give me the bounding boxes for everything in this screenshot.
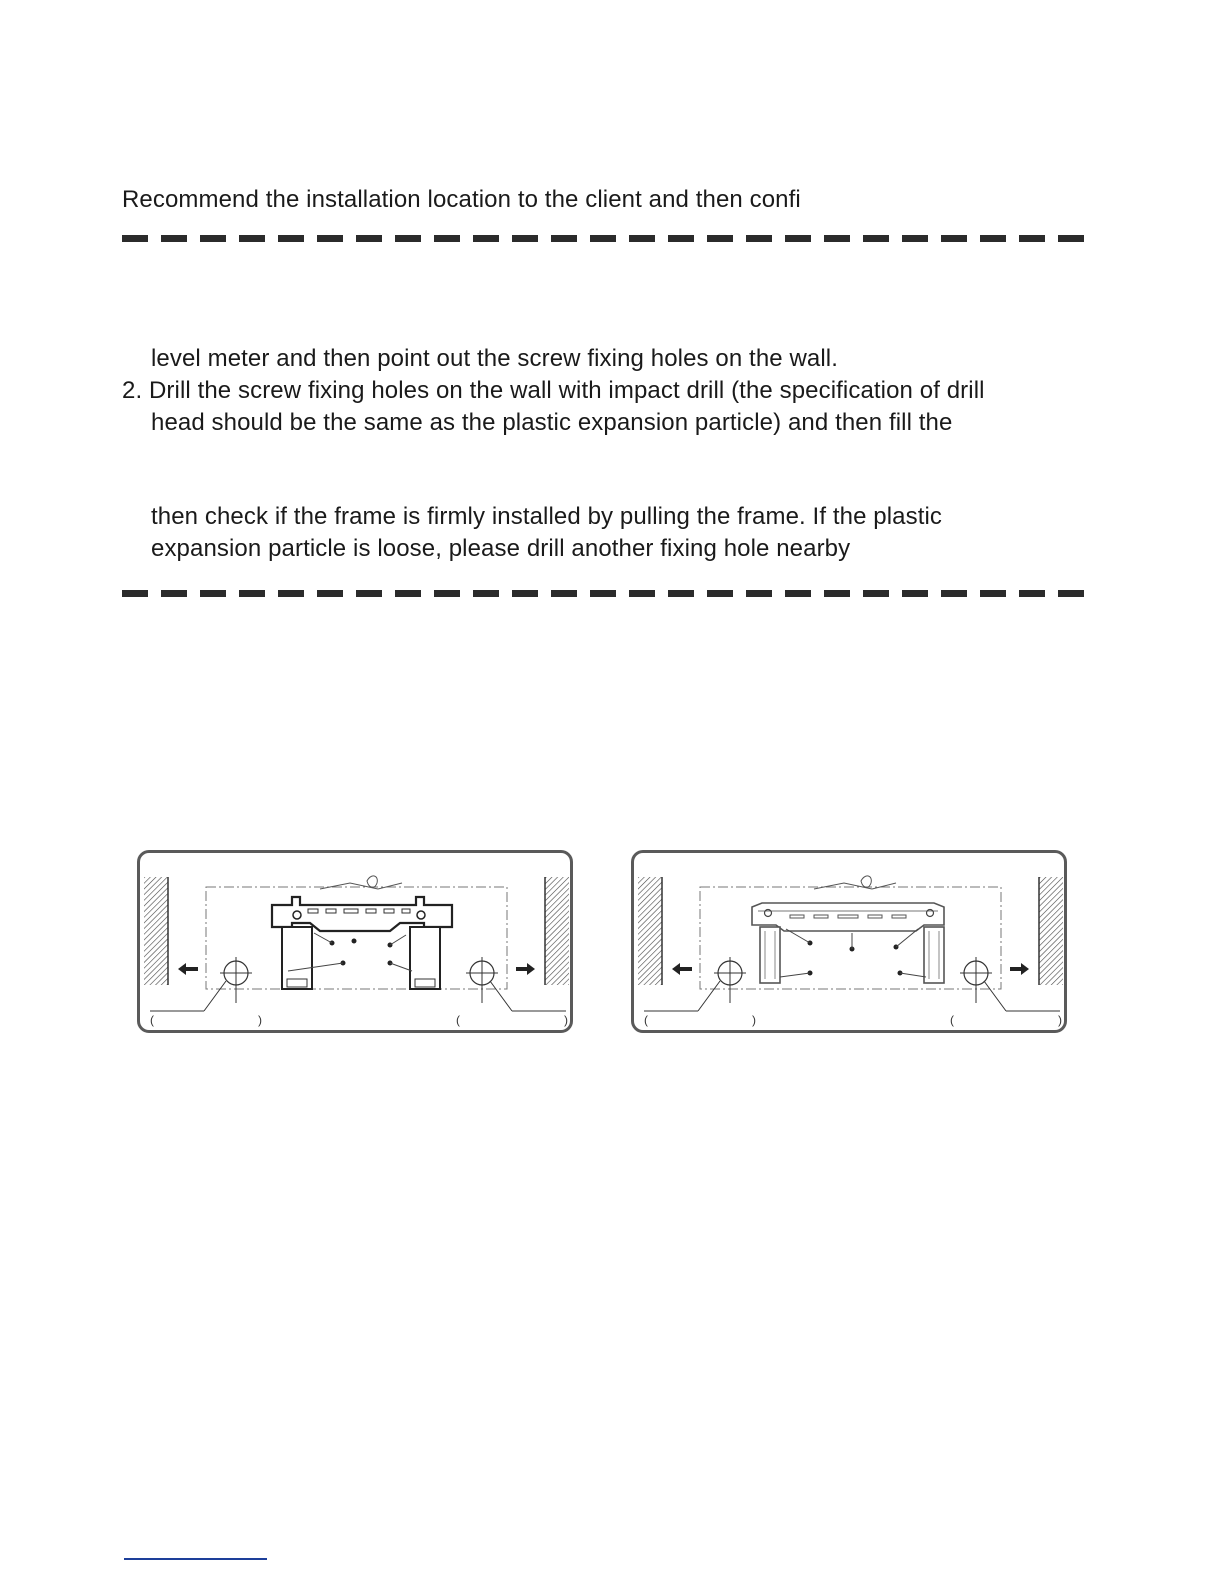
wall-left bbox=[144, 877, 168, 985]
step-3-line-3: expansion particle is loose, please drill another fixing hole nearby bbox=[151, 535, 851, 562]
wall-right bbox=[1039, 877, 1063, 985]
dashed-divider-top bbox=[122, 235, 1084, 242]
bracket-close-right: ) bbox=[564, 1013, 568, 1027]
bracket-close-left: ) bbox=[752, 1013, 756, 1027]
bracket-open-left: ( bbox=[150, 1013, 154, 1027]
bracket-open-right: ( bbox=[950, 1013, 954, 1027]
arrow-left-icon bbox=[178, 963, 198, 975]
arrow-left-icon bbox=[672, 963, 692, 975]
bracket-open-left: ( bbox=[644, 1013, 648, 1027]
mounting-frame-diagram bbox=[634, 853, 1064, 1030]
bracket-close-left: ) bbox=[258, 1013, 262, 1027]
step-1-continuation: level meter and then point out the screw fixing holes on the wall. bbox=[151, 345, 838, 372]
installation-figure-right bbox=[631, 850, 1067, 1033]
installation-figure-left bbox=[137, 850, 573, 1033]
arrow-right-icon bbox=[516, 963, 535, 975]
arrow-right-icon bbox=[1010, 963, 1029, 975]
bracket-open-right: ( bbox=[456, 1013, 460, 1027]
step-3-line-2: then check if the frame is firmly installed by pulling the frame. If the plastic bbox=[151, 503, 943, 530]
mounting-frame-diagram bbox=[140, 853, 570, 1030]
wall-left bbox=[638, 877, 662, 985]
intro-text: Recommend the installation location to the client and then confi bbox=[122, 186, 801, 213]
step-2-line-1: 2. Drill the screw fixing holes on the wall with impact drill (the specification of drill bbox=[122, 377, 985, 404]
bracket-close-right: ) bbox=[1058, 1013, 1062, 1027]
wall-right bbox=[545, 877, 569, 985]
dashed-divider-bottom bbox=[122, 590, 1084, 597]
step-2-line-2: head should be the same as the plastic expansion particle) and then fill the bbox=[151, 409, 953, 436]
footer-link-underline bbox=[124, 1558, 267, 1560]
